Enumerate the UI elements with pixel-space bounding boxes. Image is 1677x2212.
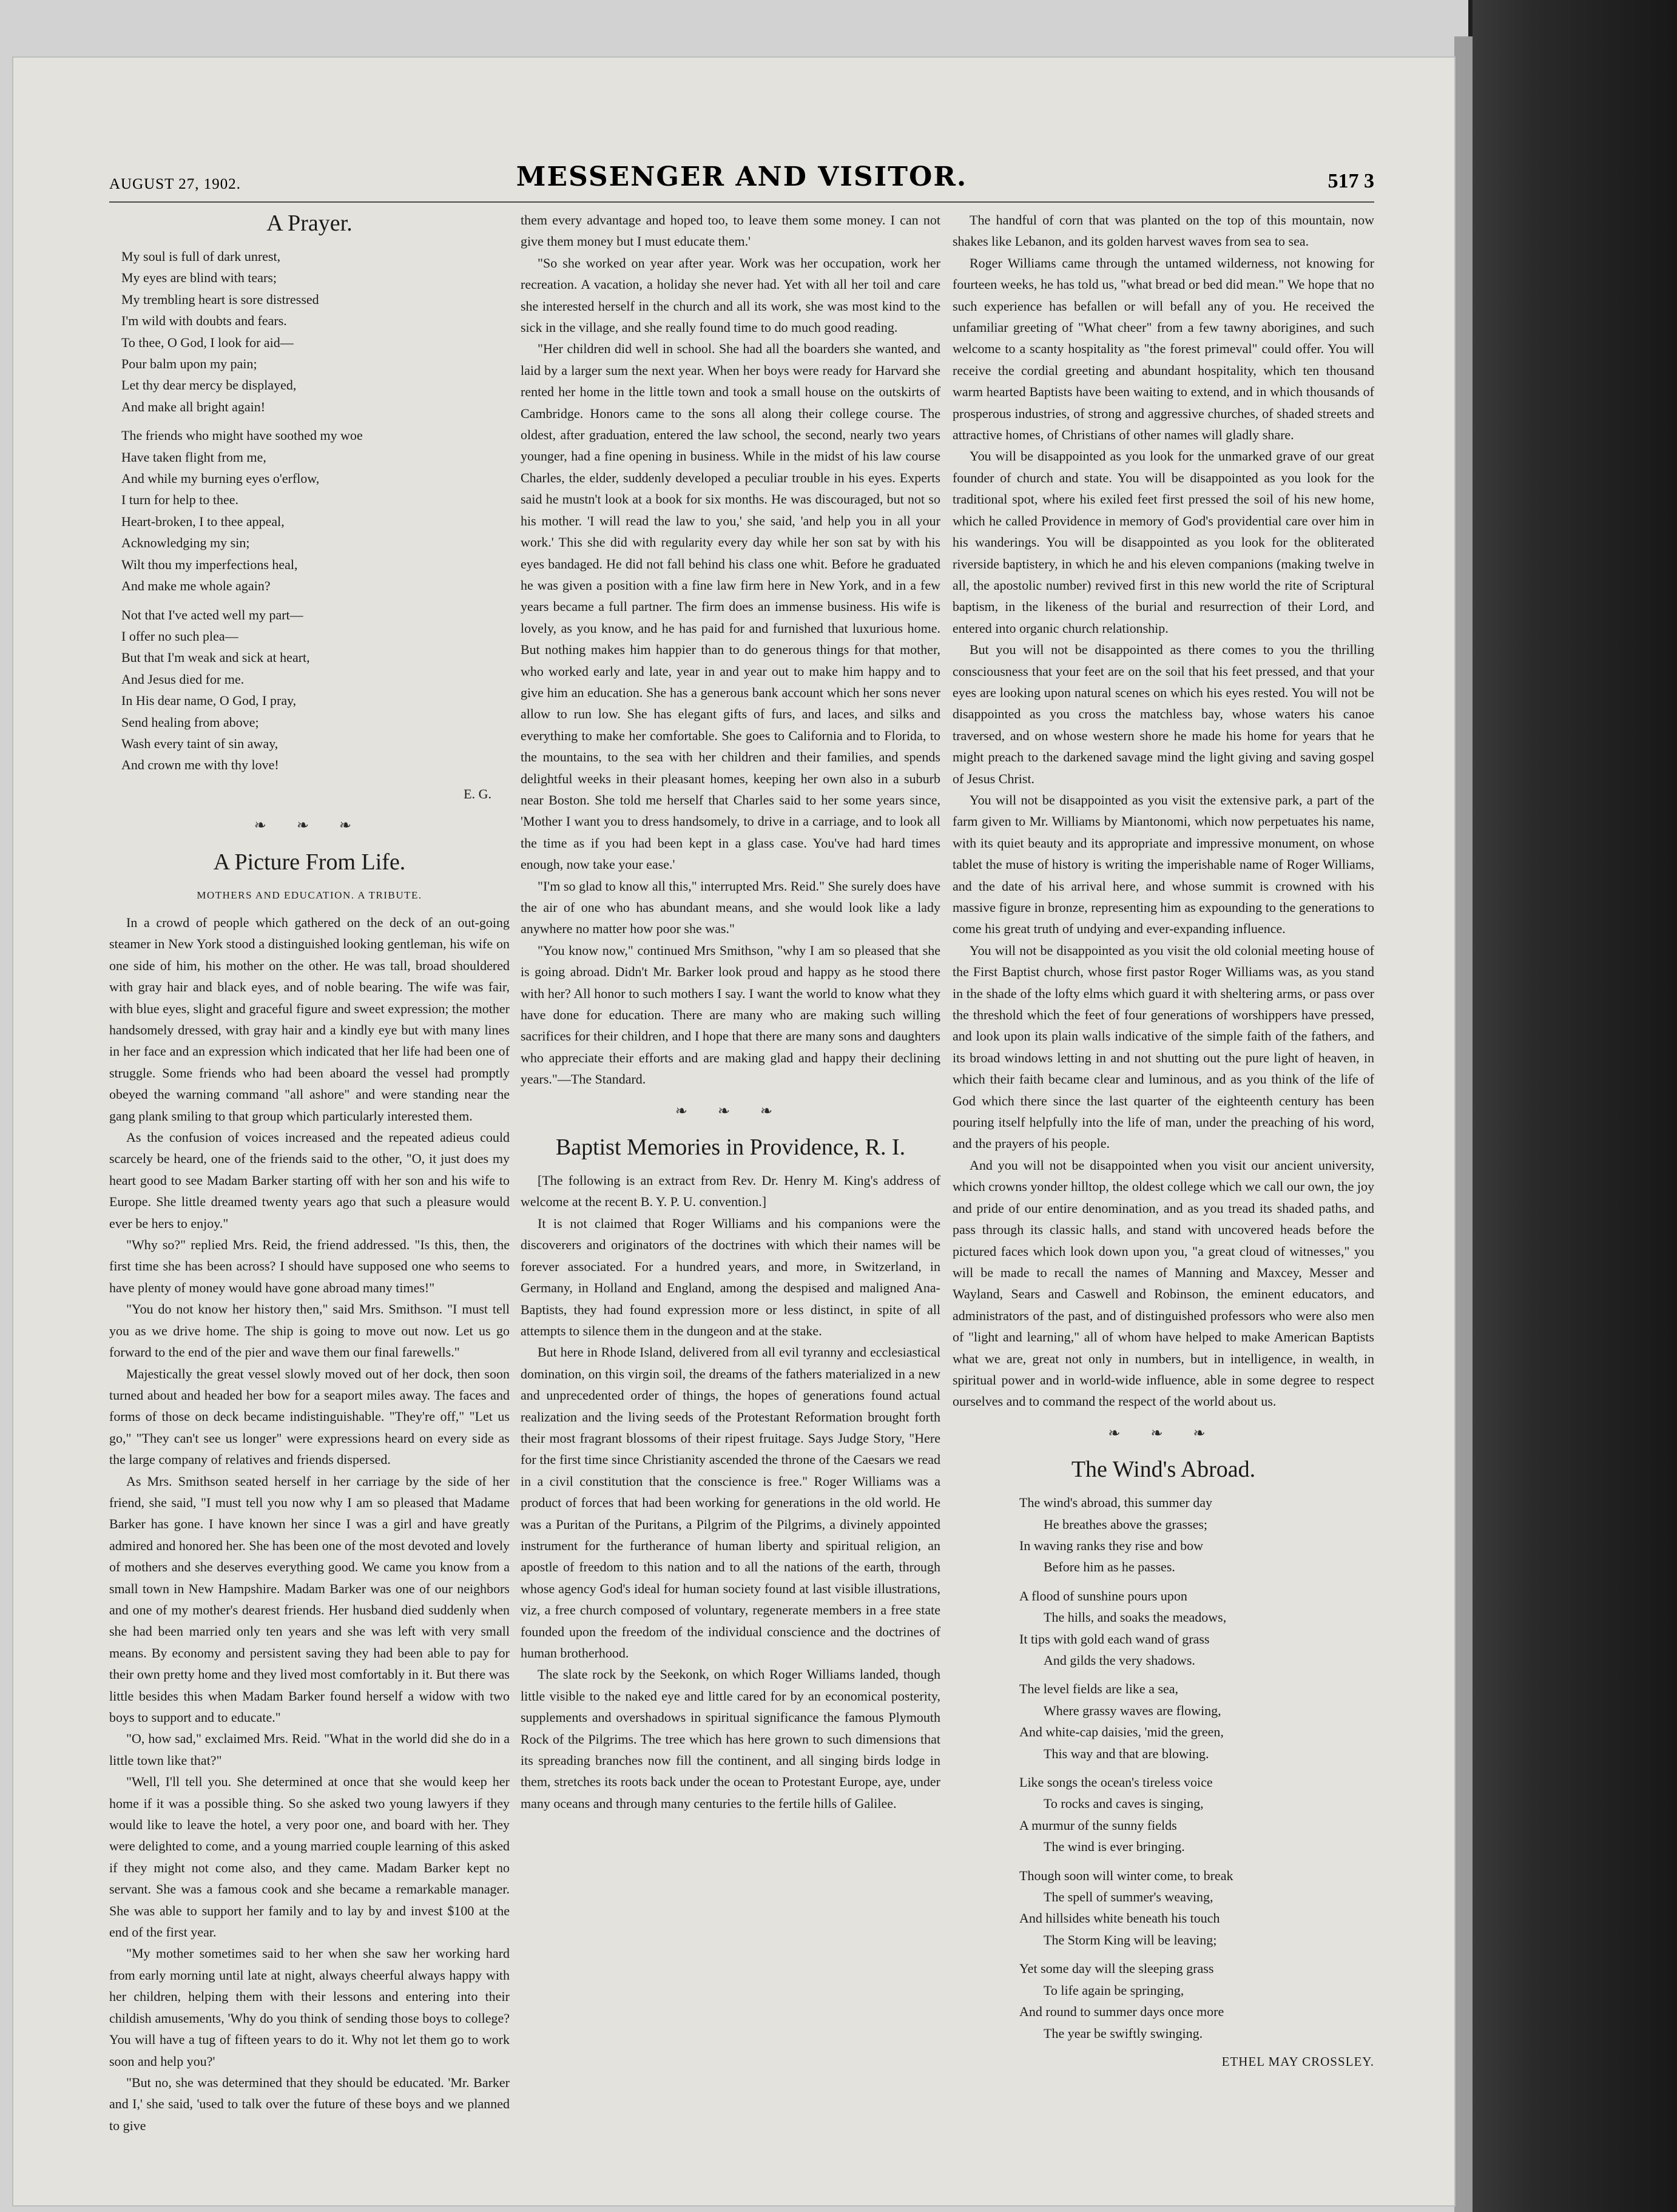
prayer-signature: E. G. <box>464 786 491 801</box>
article-intro: [The following is an extract from Rev. Dr. Henry M. King's address of welcome at the recent B. Y. P. U. convention.] <box>521 1173 940 1210</box>
picture-subtitle: MOTHERS AND EDUCATION. A TRIBUTE. <box>197 889 422 901</box>
page-edge <box>1454 36 1473 2212</box>
poem-line: I turn for help to thee. <box>121 492 239 508</box>
article-paragraph: But you will not be disappointed as there comes to you the thrilling consciousness that your feet are on the soil that his feet pressed, and that your eyes are looking upon natural scenes on which his eyes rested. You will not be disappointed as you cross the matchless bay, whose waters his canoe traversed, and on whose western shore he made his home for years that he might preach to the darkened savage mind the light giving and saving gospel of Jesus Christ. <box>953 642 1374 786</box>
poem-line: The hills, and soaks the meadows, <box>1044 1610 1227 1625</box>
poem-line: The Storm King will be leaving; <box>1044 1932 1217 1947</box>
article-paragraph: In a crowd of people which gathered on the deck of an out-going steamer in New York stood a distinguished looking gentleman, his wife on one side of him, his mother on the other. He was tall, broad shouldered with gray hair and black eyes, and of noble bearing. The wife was fair, with blue eyes, slight and graceful figure and sweet expression; the mother handsomely dressed, with gray hair and a kindly eye but with many lines in her face and an expression which indicated that her life had been one of struggle. Some friends who had been aboard the vessel had promptly obeyed the warning command "all ashore" and were standing near the gang plank smiling to that group which particularly interested them. <box>109 914 510 1124</box>
poem-stanza <box>1019 1492 1374 1578</box>
article-paragraph: Roger Williams came through the untamed wilderness, not knowing for fourteen weeks, he has told us, "what bread or bed did mean." We hope that no such experience has befallen or will befall any of you. He received the unfamiliar greeting of "What cheer" from a few tawny aborigines, and such welcome to a scanty hospitality as "the forest primeval" could offer. You will receive the cordial greeting and abundant hospitality, which ten thousand warm hearted Baptists have been waiting to extend, and in which thousands of prosperous industries, of strong and aggressive churches, of shaded streets and attractive homes, of Christians of other names will gladly share. <box>953 255 1374 443</box>
poem-line: And round to summer days once more <box>1019 2004 1224 2020</box>
poem-line: I offer no such plea— <box>121 628 238 644</box>
poem-line: And white-cap daisies, 'mid the green, <box>1019 1724 1224 1740</box>
poem-line: In waving ranks they rise and bow <box>1019 1537 1204 1553</box>
poem-line: The friends who might have soothed my woe <box>121 428 363 443</box>
poem-line: To thee, O God, I look for aid— <box>121 334 294 350</box>
article-paragraph: You will not be disappointed as you visit the extensive park, a part of the farm given to Mr. Williams by Miantonomi, which now perpetuates his name, with its quiet beauty and its appropriate and impressive monument, on whose tablet the muse of history is writing the imperishable name of Roger Williams, and the date of his arrival here, and whose summit is crowned with his massive figure in bronze, representing him as expounding to the generations to come his great truth of undying and ever-expanding influence. <box>953 792 1374 937</box>
article-paragraph: As the confusion of voices increased and the repeated adieus could scarcely be heard, one of the friends said to the other, "O, it just does my heart good to see Madam Barker starting off with her son and his wife to Europe. She little dreamed twenty years ago that such a pleasure would ever be hers to enjoy." <box>109 1130 510 1231</box>
poem-stanza <box>1019 1678 1374 1764</box>
section-ornament: ❧ ❧ ❧ <box>675 1103 786 1119</box>
poem-stanza <box>1019 1585 1374 1671</box>
poem-line: Have taken flight from me, <box>121 449 266 465</box>
poem-line: And hillsides white beneath his touch <box>1019 1910 1220 1926</box>
poem-line: Acknowledging my sin; <box>121 535 250 551</box>
poem-line: My trembling heart is sore distressed <box>121 291 319 307</box>
poem-line: And make all bright again! <box>121 399 266 414</box>
article-paragraph: "O, how sad," exclaimed Mrs. Reid. "What in the world did she do in a little town like that?" <box>109 1731 510 1768</box>
article-paragraph: And you will not be disappointed when you visit our ancient university, which crowns yonder hilltop, the oldest college which we call our own, the joy and pride of our entire denomination, and as you tread its shaded paths, and pass through its classic halls, and stand with uncovered heads before the pictured faces which look down upon you, "a great cloud of witnesses," you will be made to recall the names of Manning and Maxcey, Messer and Wayland, Sears and Caswell and Robinson, the eminent educators, and administrators of the past, and of distinguished professors who were also men of "light and learning," all of whom have helped to make American Baptists what we are, great not only in numbers, but in intelligence, in wealth, in spiritual power and in world-wide influence, able in some degree to respect ourselves and to command the respect of the world about us. <box>953 1157 1374 1409</box>
article-paragraph: "I'm so glad to know all this," interrupted Mrs. Reid." She surely does have the air of one who has abundant means, and she would look like a lady anywhere no matter how poor she was." <box>521 878 940 937</box>
article-paragraph: As Mrs. Smithson seated herself in her carriage by the side of her friend, she said, "I must tell you now why I am so pleased that Madame Barker has gone. I have known her since I was a girl and have greatly admired and honored her. She has been one of the most devoted and lovely of mothers and she deserves everything good. We came you know from a small town in New Hampshire. Madam Barker was one of our neighbors and one of my mother's dearest friends. Her husband died suddenly when she had been married only ten years and she was left with very small means. By economy and persistent saving they had been able to pay for their own pretty home and they lived most comfortably in it. But there was little besides this when Madam Barker found herself a widow with two boys to support and to educate." <box>109 1473 510 1725</box>
poem-line: The wind is ever bringing. <box>1044 1839 1185 1855</box>
poem-line: And make me whole again? <box>121 578 271 594</box>
article-paragraph: "Well, I'll tell you. She determined at once that she would keep her home if it was a possible thing. So she asked two young lawyers if they would like to leave the hotel, a very poor one, and board with her. They were delighted to come, and a young married couple learning of this asked if they might not come also, and they came. Madam Barker kept no servant. She was a famous cook and she became a remarkable manager. She was able to support her family and to lay by and invest $100 at the end of the first year. <box>109 1774 510 1940</box>
binding-shadow <box>1473 0 1677 2212</box>
poem-line: This way and that are blowing. <box>1044 1745 1209 1761</box>
poem-stanza <box>121 604 510 776</box>
poem-line: But that I'm weak and sick at heart, <box>121 650 310 666</box>
poem-line: Before him as he passes. <box>1044 1559 1175 1575</box>
prayer-poem <box>121 246 510 776</box>
poem-line: And Jesus died for me. <box>121 671 245 687</box>
article-paragraph: You will not be disappointed as you visit the old colonial meeting house of the First Baptist church, whose first pastor Roger Williams was, as you stand in the shade of the lofty elms which guard it with sheltering arms, or pass over the threshold which the feet of four generations of worshippers have pressed, and look upon its plain walls indicative of the simple faith of the fathers, and its broad windows letting in and not shutting out the pure light of heaven, in which their faith became clear and luminous, and as you think of the life of God which there since the last quarter of the eighteenth century has been pouring itself helpfully into the life of man, under the preaching of his word, and the prayers of his people. <box>953 942 1374 1152</box>
article-paragraph: You will be disappointed as you look for the unmarked grave of our great founder of church and state. You will be disappointed as you look for the traditional spot, where his exiled feet first pressed the soil of his new home, which he called Providence in memory of God's providential care over him in his wanderings. You will be disappointed as you look for the obliterated riverside baptistery, in which he and his eleven companions (making twelve in all, the apostolic number) revived first in this new world the rite of Scriptural baptism, in the likeness of the burial and resurrection of their Lord, and entered into organic church relationship. <box>953 448 1374 636</box>
article-paragraph: But here in Rhode Island, delivered from all evil tyranny and ecclesiastical domination, on this virgin soil, the dreams of the fathers materialized in a new and unprecedented order of things, the hopes of generations found actual realization and the living seeds of the Protestant Reformation brought forth their most fragrant blossoms of their ripest fruitage. Says Judge Story, "Here for the first time since Christianity ascended the throne of the Caesars we read in a civil constitution that the conscience is free." Roger Williams was a product of forces that had been working for generations in the old world. He was a Puritan of the Puritans, a Pilgrim of the Pilgrims, a divinely appointed instrument for the furtherance of human liberty and spiritual religion, an apostle of freedom to this nation and to all the nations of the earth, through whose agency God's ideal for human society found at last visible illustrations, viz, a free church composed of voluntary, regenerate members in a free state founded upon the freedom of the individual conscience and the doctrines of human brotherhood. <box>521 1344 940 1661</box>
poem-line: My soul is full of dark unrest, <box>121 249 281 264</box>
masthead-title: MESSENGER AND VISITOR. <box>516 161 968 192</box>
poem-line: To rocks and caves is singing, <box>1044 1796 1204 1812</box>
poem-stanza <box>1019 1772 1374 1858</box>
section-ornament: ❧ ❧ ❧ <box>1108 1425 1219 1442</box>
poem-line: A murmur of the sunny fields <box>1019 1817 1177 1833</box>
header-rule <box>109 201 1374 203</box>
poem-line: And while my burning eyes o'erflow, <box>121 471 320 487</box>
prayer-title: A Prayer. <box>266 211 353 236</box>
article-paragraph: them every advantage and hoped too, to leave them some money. I can not give them money but I must educate them.' <box>521 212 940 249</box>
poem-line: To life again be springing, <box>1044 1982 1184 1998</box>
column-1 <box>109 209 510 2136</box>
article-paragraph: "My mother sometimes said to her when she saw her working hard from early morning until late at night, always cheerful always happy with her children, helping them with their lessons and entering into their childish amusements, 'Why do you think of sending those boys to college? You will have a tug of fifteen years to do it. Why not let them go to work soon and help you?' <box>109 1946 510 2069</box>
wind-poem <box>1019 1492 1374 2044</box>
column-3 <box>953 209 1374 2072</box>
poem-line: The level fields are like a sea, <box>1019 1681 1179 1697</box>
poem-line: Wash every taint of sin away, <box>121 735 278 751</box>
wind-signature: ETHEL MAY CROSSLEY. <box>1221 2054 1374 2069</box>
poem-line: The wind's abroad, this summer day <box>1019 1495 1213 1511</box>
poem-line: Yet some day will the sleeping grass <box>1019 1961 1214 1977</box>
article-paragraph: "You know now," continued Mrs Smithson, "why I am so pleased that she is going abroad. Didn't Mr. Barker look proud and happy as he stood there with her? All honor to such mothers I say. I want the world to know what they have done for education. There are many who are making such willing sacrifices for their children, and I hope that there are many sons and daughters who appreciate their efforts and are making glad and happy their declining years."—The Standard. <box>521 942 940 1087</box>
poem-line: And crown me with thy love! <box>121 757 279 773</box>
poem-stanza <box>1019 1958 1374 2044</box>
page-header <box>109 159 1374 195</box>
wind-title: The Wind's Abroad. <box>1071 1457 1256 1483</box>
article-paragraph: "So she worked on year after year. Work was her occupation, work her recreation. A vacation, a holiday she never had. Yet with all her toil and care she interested herself in the church and all its work, she was most kind to the sick in the village, and she really found time to do much good reading. <box>521 255 940 336</box>
poem-line: He breathes above the grasses; <box>1044 1516 1208 1532</box>
poem-line: Pour balm upon my pain; <box>121 356 257 372</box>
article-paragraph: "You do not know her history then," said Mrs. Smithson. "I must tell you as we drive home. The ship is going to move out now. Let us go forward to the end of the pier and wave them our final farewells." <box>109 1301 510 1360</box>
article-paragraph: The handful of corn that was planted on the top of this mountain, now shakes like Lebanon, and its golden harvest waves from sea to sea. <box>953 212 1374 249</box>
article-paragraph: Majestically the great vessel slowly moved out of her dock, then soon turned about and headed her bow for a seaport miles away. The faces and forms of those on deck became indistinguishable. "They're off," "Let us go," "They can't see us longer" were expressions heard on every side as the large company of relatives and friends dispersed. <box>109 1366 510 1468</box>
poem-line: It tips with gold each wand of grass <box>1019 1631 1210 1647</box>
article-paragraph: It is not claimed that Roger Williams and his companions were the discoverers and originators of the doctrines with which their names will be forever associated. For a hundred years, and more, in Switzerland, in Germany, in Holland and England, among the despised and maligned Ana-Baptists, they had found expression more or less distinct, in spite of all attempts to silence them in the dungeon and at the stake. <box>521 1215 940 1338</box>
article-paragraph: "Why so?" replied Mrs. Reid, the friend addressed. "Is this, then, the first time she has been across? I should have supposed one who seems to have plenty of money would have gone abroad many times!" <box>109 1237 510 1295</box>
poem-stanza <box>121 425 510 596</box>
poem-line: In His dear name, O God, I pray, <box>121 693 297 709</box>
poem-line: The spell of summer's weaving, <box>1044 1889 1213 1905</box>
poem-line: Wilt thou my imperfections heal, <box>121 556 298 572</box>
poem-line: Where grassy waves are flowing, <box>1044 1702 1221 1718</box>
poem-line: Not that I've acted well my part— <box>121 607 303 622</box>
page-number: 517 3 <box>1328 170 1374 192</box>
poem-line: Send healing from above; <box>121 714 259 730</box>
poem-line: I'm wild with doubts and fears. <box>121 313 287 329</box>
poem-line: My eyes are blind with tears; <box>121 270 277 286</box>
poem-line: Like songs the ocean's tireless voice <box>1019 1775 1213 1790</box>
picture-title: A Picture From Life. <box>213 849 406 875</box>
article-paragraph: "But no, she was determined that they should be educated. 'Mr. Barker and I,' she said, 'used to talk over the future of these boys and we planned to give <box>109 2074 510 2133</box>
poem-line: Though soon will winter come, to break <box>1019 1867 1233 1883</box>
section-ornament: ❧ ❧ ❧ <box>254 818 365 834</box>
article-paragraph: "Her children did well in school. She had all the boarders she wanted, and laid by a larger sum the next year. When her boys were ready for Harvard she rented her home in the little town and took a small house on the outskirts of Cambridge. Honors came to the sons all along their college course. The oldest, after graduation, entered the law school, the second, nearly two years younger, had a fine opening in business. While in the midst of his law course Charles, the elder, suddenly developed a peculiar trouble in his eyes. Experts said he mustn't look at a book for six months. He was discouraged, but not so his mother. 'I will read the law to you,' she said, 'and help you in all your work.' This she did with regularity every day while her son sat by with his eyes bandaged. He did not fall behind his class one whit. Before he graduated he was given a position with a fine law firm here in New York, and in a few years became a full partner. The firm does an immense business. His wife is lovely, as you know, and he has paid for and furnished that luxurious home. But nothing makes him happier than to do generous things for that mother, who worked early and late, year in and year out to make him happy and to give him an education. She has a generous bank account which her sons never allow to run low. She has elegant gifts of furs, and laces, and silks and everything to make her comfortable. She goes to California and to Florida, to the mountains, to the sea with her children and their families, and spends delightful weeks in their pleasant homes, keeping her own also in a suburb near Boston. She told me herself that Charles said to her some years since, 'Mother I want you to dress handsomely, to drive in a carriage, and to look all the time as if you had been kept in a glass case. You've had hard times enough, now take your ease.' <box>521 341 940 872</box>
poem-line: Let thy dear mercy be displayed, <box>121 377 297 393</box>
column-2 <box>521 209 940 1814</box>
article-paragraph: The slate rock by the Seekonk, on which Roger Williams landed, though little visible to the naked eye and little cared for by an economical posterity, supplements and overshadows in spiritual significance the famous Plymouth Rock of the Pilgrims. The tree which has here grown to such dimensions that its spreading branches now fill the continent, and all singing birds lodge in them, stretches its roots back under the ocean to Protestant Europe, aye, under many oceans and through many centuries to the fertile hills of Galilee. <box>521 1667 940 1811</box>
poem-stanza <box>1019 1865 1374 1951</box>
issue-date: AUGUST 27, 1902. <box>109 176 241 192</box>
poem-line: Heart-broken, I to thee appeal, <box>121 513 285 529</box>
poem-line: The year be swiftly swinging. <box>1044 2025 1203 2041</box>
baptist-title: Baptist Memories in Providence, R. I. <box>555 1135 906 1161</box>
poem-line: A flood of sunshine pours upon <box>1019 1588 1187 1603</box>
poem-stanza <box>121 246 510 417</box>
poem-line: And gilds the very shadows. <box>1044 1653 1195 1668</box>
